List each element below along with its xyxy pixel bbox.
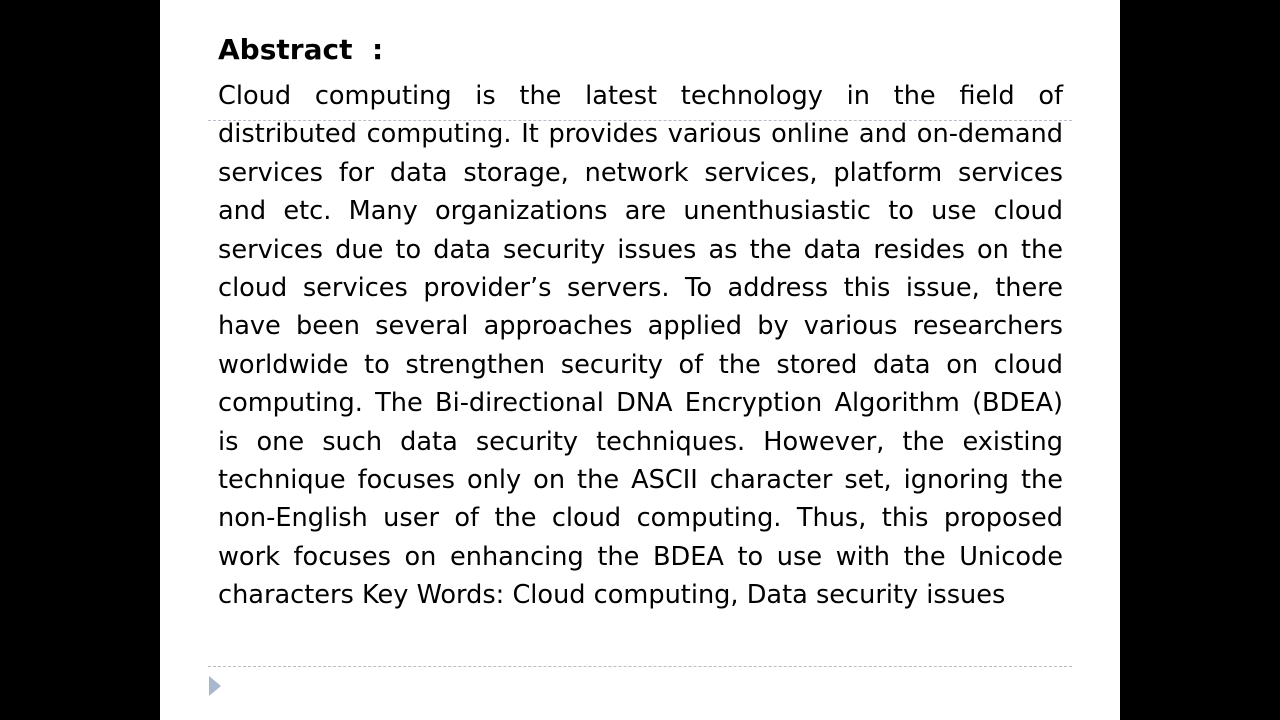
slide-title: Abstract : — [218, 33, 384, 66]
slide — [160, 0, 1120, 720]
bottom-divider — [208, 666, 1072, 667]
triangle-right-icon — [209, 676, 221, 696]
abstract-text: Cloud computing is the latest technology in the field of distributed computing. It provides various online and on-demand services for data storage, network services, platform services and etc. Many organizations are unenthusiastic to use cloud services due to data security issues as the data resides on the cloud services provider’s servers. To address this issue, there have been several approaches applied by various researchers worldwide to strengthen security of the stored data on cloud computing. The Bi-directional DNA Encryption Algorithm (BDEA) is one such data security techniques. However, the existing technique focuses only on the ASCII character set, ignoring the non-English user of the cloud computing. Thus, this proposed work focuses on enhancing the BDEA to use with the Unicode characters Key Words: Cloud computing, Data security issues — [218, 81, 1063, 611]
